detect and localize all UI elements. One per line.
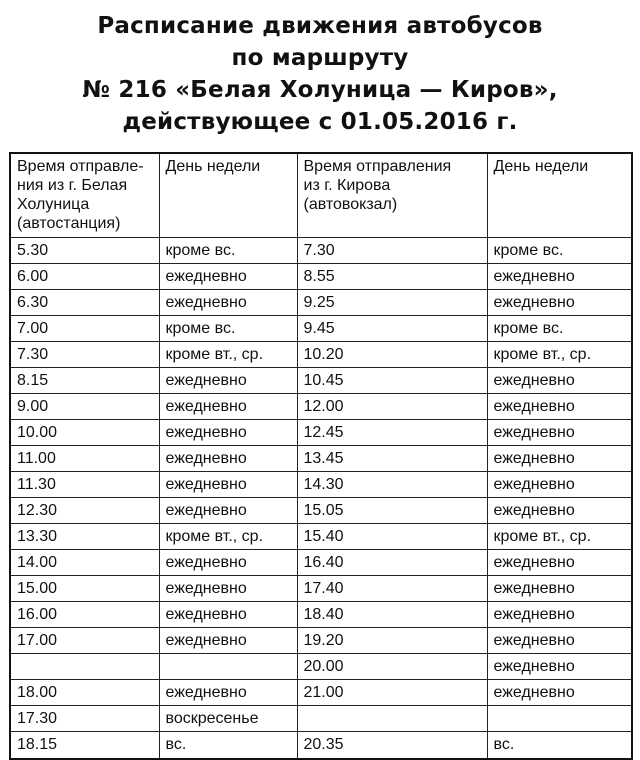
departure-time-kirov: 9.25 xyxy=(297,289,487,315)
departure-time-belaya-kholunitsa: 10.00 xyxy=(10,419,159,445)
header-line: Время отправле- xyxy=(17,158,144,175)
header-line: (автовокзал) xyxy=(303,196,398,213)
departure-time-belaya-kholunitsa: 16.00 xyxy=(10,601,159,627)
departure-time-kirov: 19.20 xyxy=(297,627,487,653)
weekday-belaya-kholunitsa: ежедневно xyxy=(159,263,297,289)
departure-time-belaya-kholunitsa: 7.00 xyxy=(10,315,159,341)
departure-time-kirov: 15.05 xyxy=(297,497,487,523)
weekday-kirov: кроме вт., ср. xyxy=(487,341,632,367)
departure-time-belaya-kholunitsa: 15.00 xyxy=(10,575,159,601)
departure-time-belaya-kholunitsa: 18.15 xyxy=(10,731,159,759)
departure-time-belaya-kholunitsa: 13.30 xyxy=(10,523,159,549)
weekday-belaya-kholunitsa: кроме вс. xyxy=(159,315,297,341)
departure-time-kirov: 9.45 xyxy=(297,315,487,341)
table-row xyxy=(10,263,632,289)
weekday-kirov: ежедневно xyxy=(487,445,632,471)
header-weekday-1 xyxy=(159,153,297,237)
departure-time-belaya-kholunitsa: 18.00 xyxy=(10,679,159,705)
header-departure-kirov xyxy=(297,153,487,237)
weekday-belaya-kholunitsa: ежедневно xyxy=(159,393,297,419)
weekday-kirov: ежедневно xyxy=(487,575,632,601)
table-row xyxy=(10,705,632,731)
departure-time-kirov: 12.45 xyxy=(297,419,487,445)
table-row xyxy=(10,445,632,471)
title-line: действующее с 01.05.2016 г. xyxy=(122,109,518,135)
weekday-kirov xyxy=(487,705,632,731)
table-row xyxy=(10,341,632,367)
departure-time-belaya-kholunitsa: 9.00 xyxy=(10,393,159,419)
departure-time-kirov: 10.20 xyxy=(297,341,487,367)
weekday-belaya-kholunitsa: ежедневно xyxy=(159,471,297,497)
departure-time-belaya-kholunitsa: 8.15 xyxy=(10,367,159,393)
table-row xyxy=(10,315,632,341)
departure-time-kirov: 20.00 xyxy=(297,653,487,679)
document-title xyxy=(0,10,640,138)
title-line: Расписание движения автобусов xyxy=(97,13,543,39)
table-row xyxy=(10,393,632,419)
header-line: День недели xyxy=(165,158,261,175)
weekday-kirov: кроме вт., ср. xyxy=(487,523,632,549)
table-row xyxy=(10,289,632,315)
header-line: (автостанция) xyxy=(17,215,121,232)
header-departure-belaya-kholunitsa xyxy=(10,153,159,237)
header-weekday-2 xyxy=(487,153,632,237)
departure-time-kirov: 13.45 xyxy=(297,445,487,471)
schedule-table xyxy=(9,152,633,760)
departure-time-kirov: 14.30 xyxy=(297,471,487,497)
weekday-kirov: вс. xyxy=(487,731,632,759)
weekday-belaya-kholunitsa: ежедневно xyxy=(159,497,297,523)
weekday-belaya-kholunitsa: ежедневно xyxy=(159,601,297,627)
weekday-kirov: кроме вс. xyxy=(487,237,632,263)
table-row xyxy=(10,731,632,759)
table-row xyxy=(10,575,632,601)
weekday-kirov: ежедневно xyxy=(487,393,632,419)
title-line: по маршруту xyxy=(231,45,409,71)
table-row xyxy=(10,419,632,445)
weekday-belaya-kholunitsa: кроме вс. xyxy=(159,237,297,263)
header-line: Холуница xyxy=(17,196,90,213)
table-body xyxy=(10,237,632,759)
departure-time-kirov: 7.30 xyxy=(297,237,487,263)
table-row xyxy=(10,237,632,263)
departure-time-kirov: 21.00 xyxy=(297,679,487,705)
weekday-belaya-kholunitsa: ежедневно xyxy=(159,289,297,315)
weekday-belaya-kholunitsa: ежедневно xyxy=(159,575,297,601)
title-line: № 216 «Белая Холуница — Киров», xyxy=(82,77,558,103)
table-row xyxy=(10,653,632,679)
weekday-belaya-kholunitsa: ежедневно xyxy=(159,419,297,445)
departure-time-belaya-kholunitsa: 12.30 xyxy=(10,497,159,523)
departure-time-belaya-kholunitsa: 6.00 xyxy=(10,263,159,289)
header-line: Время отправления xyxy=(303,158,452,175)
departure-time-belaya-kholunitsa: 17.00 xyxy=(10,627,159,653)
departure-time-kirov: 16.40 xyxy=(297,549,487,575)
weekday-kirov: кроме вс. xyxy=(487,315,632,341)
weekday-belaya-kholunitsa: ежедневно xyxy=(159,367,297,393)
departure-time-kirov: 12.00 xyxy=(297,393,487,419)
weekday-kirov: ежедневно xyxy=(487,289,632,315)
weekday-belaya-kholunitsa: вс. xyxy=(159,731,297,759)
header-line: День недели xyxy=(493,158,589,175)
table-row xyxy=(10,627,632,653)
weekday-kirov: ежедневно xyxy=(487,679,632,705)
departure-time-belaya-kholunitsa: 5.30 xyxy=(10,237,159,263)
departure-time-kirov: 8.55 xyxy=(297,263,487,289)
departure-time-belaya-kholunitsa: 6.30 xyxy=(10,289,159,315)
departure-time-belaya-kholunitsa: 14.00 xyxy=(10,549,159,575)
weekday-belaya-kholunitsa xyxy=(159,653,297,679)
weekday-belaya-kholunitsa: кроме вт., ср. xyxy=(159,341,297,367)
weekday-kirov: ежедневно xyxy=(487,627,632,653)
weekday-kirov: ежедневно xyxy=(487,497,632,523)
weekday-belaya-kholunitsa: ежедневно xyxy=(159,627,297,653)
header-line: ния из г. Белая xyxy=(17,177,128,194)
departure-time-belaya-kholunitsa: 7.30 xyxy=(10,341,159,367)
table-row xyxy=(10,367,632,393)
weekday-belaya-kholunitsa: ежедневно xyxy=(159,549,297,575)
table-header-row xyxy=(10,153,632,237)
table-row xyxy=(10,471,632,497)
weekday-kirov: ежедневно xyxy=(487,601,632,627)
departure-time-kirov: 17.40 xyxy=(297,575,487,601)
departure-time-kirov: 10.45 xyxy=(297,367,487,393)
table-row xyxy=(10,497,632,523)
table-row xyxy=(10,523,632,549)
weekday-kirov: ежедневно xyxy=(487,367,632,393)
header-line: из г. Кирова xyxy=(303,177,391,194)
weekday-belaya-kholunitsa: кроме вт., ср. xyxy=(159,523,297,549)
departure-time-belaya-kholunitsa xyxy=(10,653,159,679)
departure-time-kirov: 15.40 xyxy=(297,523,487,549)
weekday-kirov: ежедневно xyxy=(487,471,632,497)
departure-time-belaya-kholunitsa: 11.00 xyxy=(10,445,159,471)
weekday-belaya-kholunitsa: воскресенье xyxy=(159,705,297,731)
departure-time-belaya-kholunitsa: 11.30 xyxy=(10,471,159,497)
weekday-kirov: ежедневно xyxy=(487,549,632,575)
departure-time-kirov: 20.35 xyxy=(297,731,487,759)
departure-time-kirov: 18.40 xyxy=(297,601,487,627)
weekday-belaya-kholunitsa: ежедневно xyxy=(159,679,297,705)
departure-time-belaya-kholunitsa: 17.30 xyxy=(10,705,159,731)
weekday-belaya-kholunitsa: ежедневно xyxy=(159,445,297,471)
weekday-kirov: ежедневно xyxy=(487,419,632,445)
table-row xyxy=(10,679,632,705)
departure-time-kirov xyxy=(297,705,487,731)
weekday-kirov: ежедневно xyxy=(487,653,632,679)
table-row xyxy=(10,549,632,575)
weekday-kirov: ежедневно xyxy=(487,263,632,289)
table-row xyxy=(10,601,632,627)
